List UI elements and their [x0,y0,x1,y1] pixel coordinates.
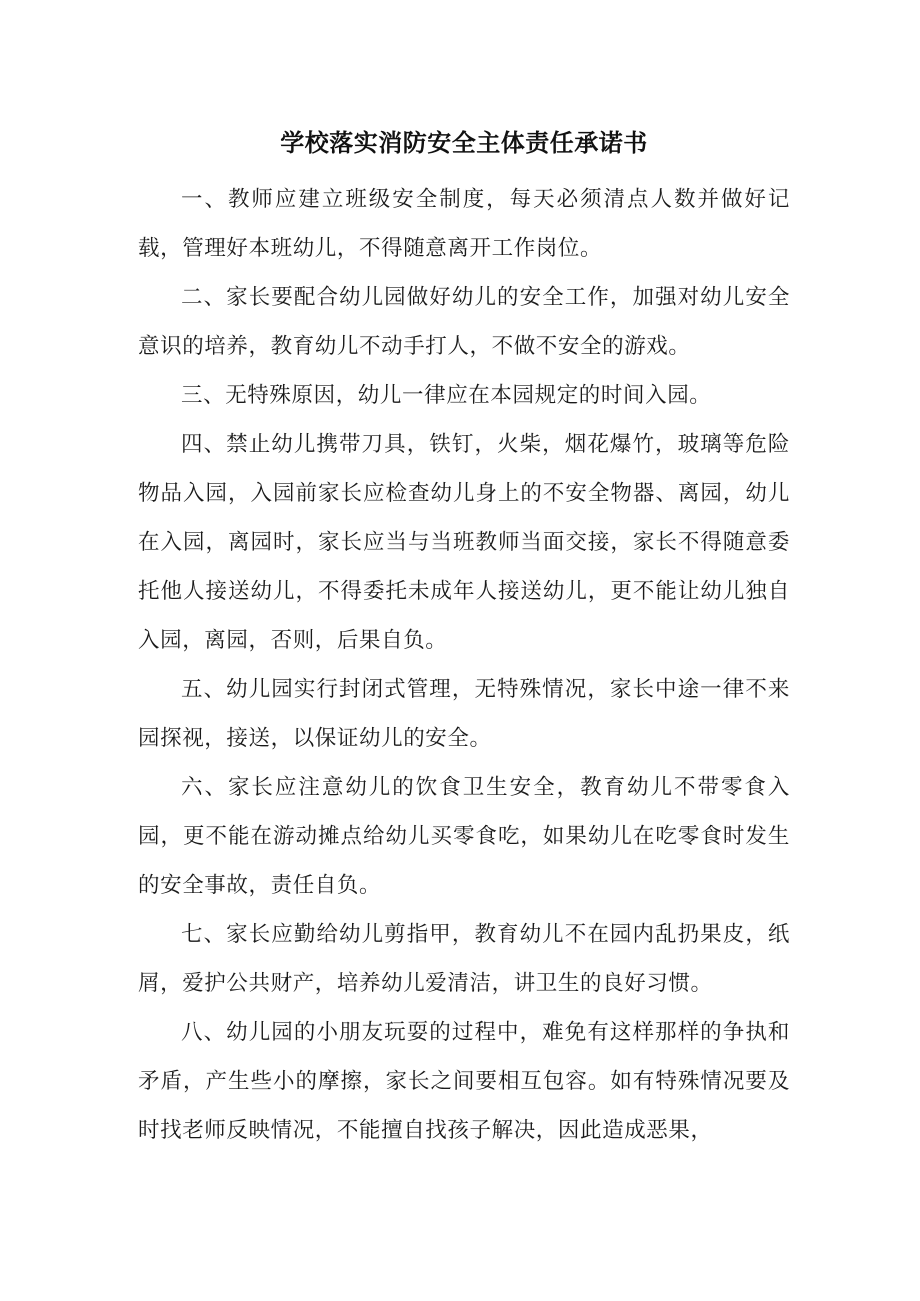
clause-2: 二、家长要配合幼儿园做好幼儿的安全工作，加强对幼儿安全意识的培养，教育幼儿不动手打人，不做不安全的游戏。 [138,285,790,359]
document-page [138,118,790,1155]
clause-8: 八、幼儿园的小朋友玩耍的过程中，难免有这样那样的争执和矛盾，产生些小的摩擦，家长之间要相互包容。如有特殊情况要及时找老师反映情况，不能擅自找孩子解决，因此造成恶果， [138,1020,790,1143]
clause-6: 六、家长应注意幼儿的饮食卫生安全，教育幼儿不带零食入园，更不能在游动摊点给幼儿买零食吃，如果幼儿在吃零食时发生的安全事故，责任自负。 [138,775,790,898]
clause-4: 四、禁止幼儿携带刀具，铁钉，火柴，烟花爆竹，玻璃等危险物品入园，入园前家长应检查幼儿身上的不安全物器、离园，幼儿在入园，离园时，家长应当与当班教师当面交接，家长不得随意委托他人接送幼儿，不得委托未成年人接送幼儿，更不能让幼儿独自入园，离园，否则，后果自负。 [138,432,790,653]
clause-7: 七、家长应勤给幼儿剪指甲，教育幼儿不在园内乱扔果皮，纸屑，爱护公共财产，培养幼儿爱清洁，讲卫生的良好习惯。 [138,922,790,996]
clause-5: 五、幼儿园实行封闭式管理，无特殊情况，家长中途一律不来园探视，接送，以保证幼儿的安全。 [138,677,790,751]
clause-3: 三、无特殊原因，幼儿一律应在本园规定的时间入园。 [181,383,712,408]
document-title: 学校落实消防安全主体责任承诺书 [280,129,648,157]
clause-1: 一、教师应建立班级安全制度，每天必须清点人数并做好记载，管理好本班幼儿，不得随意离开工作岗位。 [138,187,790,261]
